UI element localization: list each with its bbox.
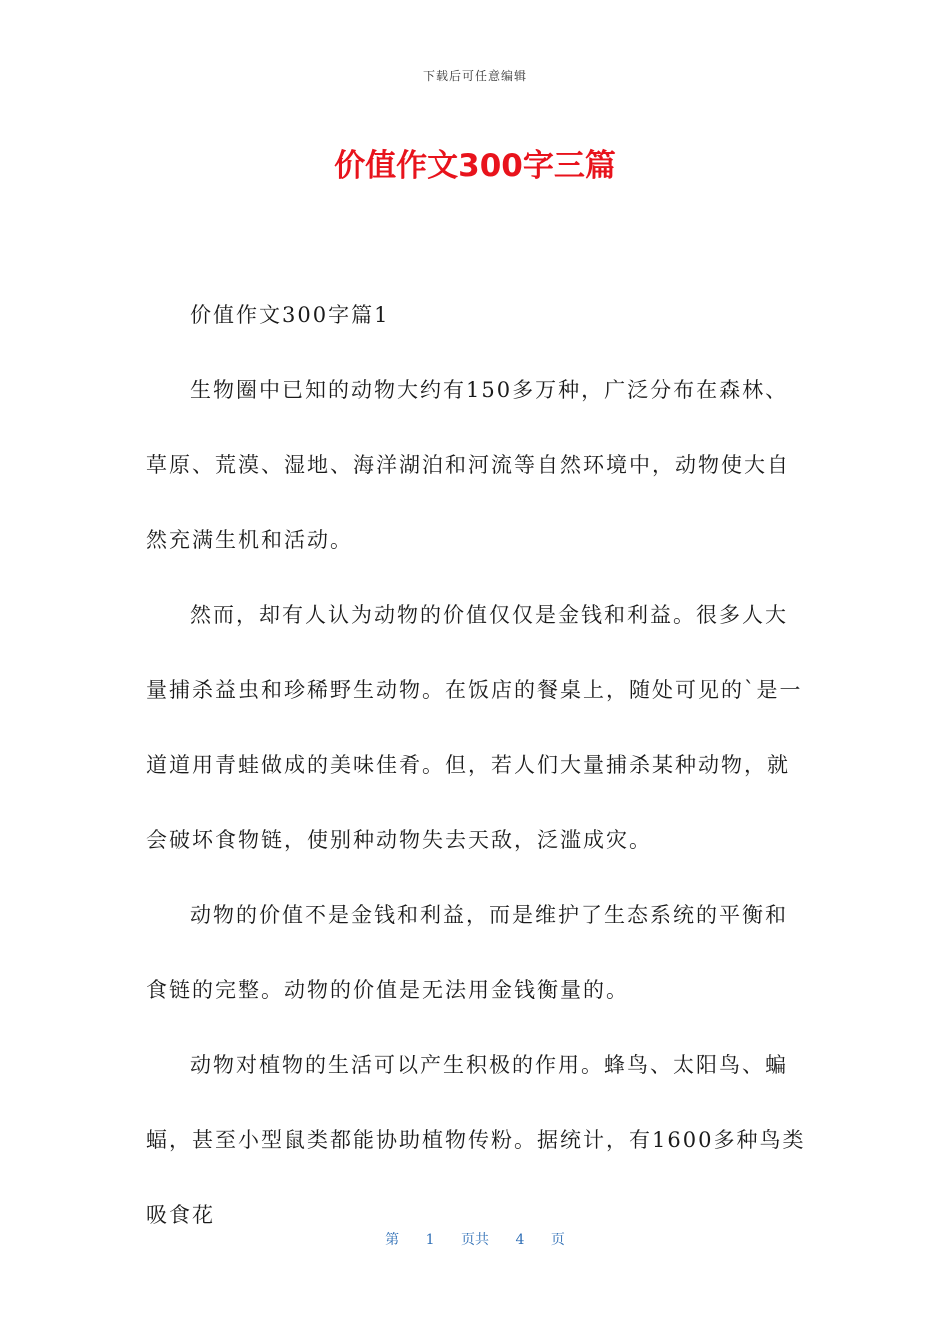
paragraph: 生物圈中已知的动物大约有150多万种，广泛分布在森林、草原、荒漠、湿地、海洋湖泊和河流等自然环境中，动物使大自然充满生机和活动。 (146, 378, 790, 552)
footer-prefix: 第 (385, 1232, 400, 1248)
paragraph: 然而，却有人认为动物的价值仅仅是金钱和利益。很多人大量捕杀益虫和珍稀野生动物。在饭店的餐桌上，随处可见的`是一道道用青蛙做成的美味佳肴。但，若人们大量捕杀某种动物，就会破坏食物链，使别种动物失去天敌，泛滥成灾。 (146, 603, 803, 852)
paragraph: 动物的价值不是金钱和利益，而是维护了生态系统的平衡和食链的完整。动物的价值是无法用金钱衡量的。 (146, 903, 788, 1002)
current-page-number: 1 (425, 1232, 435, 1248)
section-heading: 价值作文300字篇1 (190, 303, 390, 327)
paragraph: 动物对植物的生活可以产生积极的作用。蜂鸟、太阳鸟、蝙蝠，甚至小型鼠类都能协助植物传粉。据统计，有1600多种鸟类吸食花 (146, 1053, 806, 1227)
footer-suffix: 页 (550, 1232, 565, 1248)
document-body (146, 278, 806, 1253)
total-pages: 4 (515, 1232, 525, 1248)
page-footer (0, 1229, 950, 1249)
header-note: 下载后可任意编辑 (422, 69, 527, 83)
footer-mid: 页共 (461, 1232, 489, 1248)
document-title: 价值作文300字三篇 (334, 148, 616, 184)
